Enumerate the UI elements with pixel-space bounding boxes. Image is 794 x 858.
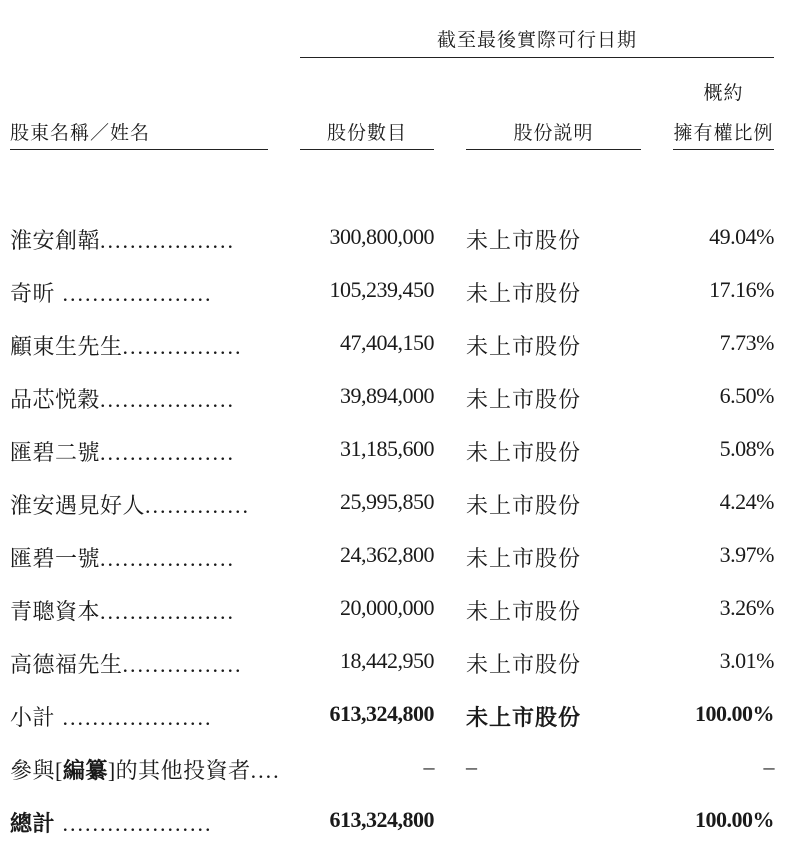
share-count: 47,404,150 bbox=[340, 330, 434, 355]
total-label: 總計 .................... bbox=[10, 811, 213, 836]
other-share-count: – bbox=[423, 754, 434, 779]
subtotal-label: 小計 .................... bbox=[10, 705, 213, 730]
share-count: 105,239,450 bbox=[329, 277, 434, 302]
share-description: 未上市股份 bbox=[466, 546, 582, 571]
share-count: 24,362,800 bbox=[340, 542, 434, 567]
column-header-percentage-line2: 擁有權比例 bbox=[673, 123, 774, 144]
header-rule-description bbox=[466, 149, 641, 150]
other-investors-label: 參與[編纂]的其他投資者.... bbox=[10, 758, 281, 783]
share-description: 未上市股份 bbox=[466, 387, 582, 412]
shareholder-name: 淮安創韜.................. bbox=[10, 228, 236, 253]
column-header-name: 股東名稱／姓名 bbox=[10, 123, 151, 144]
subtotal-row bbox=[0, 697, 794, 737]
share-count: 31,185,600 bbox=[340, 436, 434, 461]
shareholder-name: 淮安遇見好人.............. bbox=[10, 493, 251, 518]
ownership-percentage: 3.01% bbox=[719, 648, 774, 673]
shareholder-name: 匯碧二號.................. bbox=[10, 440, 236, 465]
ownership-percentage: 5.08% bbox=[719, 436, 774, 461]
table-row bbox=[0, 432, 794, 472]
total-share-count: 613,324,800 bbox=[329, 807, 434, 832]
header-rule-name bbox=[10, 149, 268, 150]
share-description: 未上市股份 bbox=[466, 493, 582, 518]
ownership-percentage: 3.26% bbox=[719, 595, 774, 620]
share-description: 未上市股份 bbox=[466, 599, 582, 624]
other-investors-row bbox=[0, 750, 794, 790]
share-count: 20,000,000 bbox=[340, 595, 434, 620]
ownership-percentage: 49.04% bbox=[709, 224, 774, 249]
ownership-percentage: 4.24% bbox=[719, 489, 774, 514]
share-count: 300,800,000 bbox=[329, 224, 434, 249]
other-percentage: – bbox=[763, 754, 774, 779]
column-header-percentage-line1: 概約 bbox=[703, 83, 744, 104]
table-row bbox=[0, 538, 794, 578]
table-row bbox=[0, 591, 794, 631]
table-row bbox=[0, 379, 794, 419]
ownership-percentage: 6.50% bbox=[719, 383, 774, 408]
share-description: 未上市股份 bbox=[466, 334, 582, 359]
ownership-percentage: 17.16% bbox=[709, 277, 774, 302]
shareholder-name: 品芯悦穀.................. bbox=[10, 387, 236, 412]
share-description: 未上市股份 bbox=[466, 228, 582, 253]
header-group-rule bbox=[300, 57, 774, 58]
share-count: 25,995,850 bbox=[340, 489, 434, 514]
subtotal-share-count: 613,324,800 bbox=[329, 701, 434, 726]
ownership-percentage: 3.97% bbox=[719, 542, 774, 567]
share-description: 未上市股份 bbox=[466, 652, 582, 677]
subtotal-description: 未上市股份 bbox=[466, 705, 582, 730]
share-count: 18,442,950 bbox=[340, 648, 434, 673]
shareholder-name: 顧東生先生................ bbox=[10, 334, 243, 359]
ownership-percentage: 7.73% bbox=[719, 330, 774, 355]
other-description: – bbox=[466, 754, 478, 779]
column-header-shares: 股份數目 bbox=[326, 123, 407, 144]
table-row bbox=[0, 273, 794, 313]
table-row bbox=[0, 220, 794, 260]
shareholder-name: 青聰資本.................. bbox=[10, 599, 236, 624]
table-row bbox=[0, 485, 794, 525]
header-rule-percentage bbox=[673, 149, 774, 150]
shareholder-name: 匯碧一號.................. bbox=[10, 546, 236, 571]
share-description: 未上市股份 bbox=[466, 281, 582, 306]
share-description: 未上市股份 bbox=[466, 440, 582, 465]
shareholder-name: 奇昕 .................... bbox=[10, 281, 213, 306]
redacted-marker: 編纂 bbox=[62, 758, 108, 783]
header-rule-shares bbox=[300, 149, 434, 150]
share-count: 39,894,000 bbox=[340, 383, 434, 408]
table-row bbox=[0, 326, 794, 366]
subtotal-percentage: 100.00% bbox=[695, 701, 774, 726]
table-row bbox=[0, 644, 794, 684]
header-group-title: 截至最後實際可行日期 bbox=[436, 30, 637, 51]
column-header-description: 股份説明 bbox=[513, 123, 594, 144]
shareholder-name: 高德福先生................ bbox=[10, 652, 243, 677]
total-percentage: 100.00% bbox=[695, 807, 774, 832]
total-row bbox=[0, 803, 794, 843]
